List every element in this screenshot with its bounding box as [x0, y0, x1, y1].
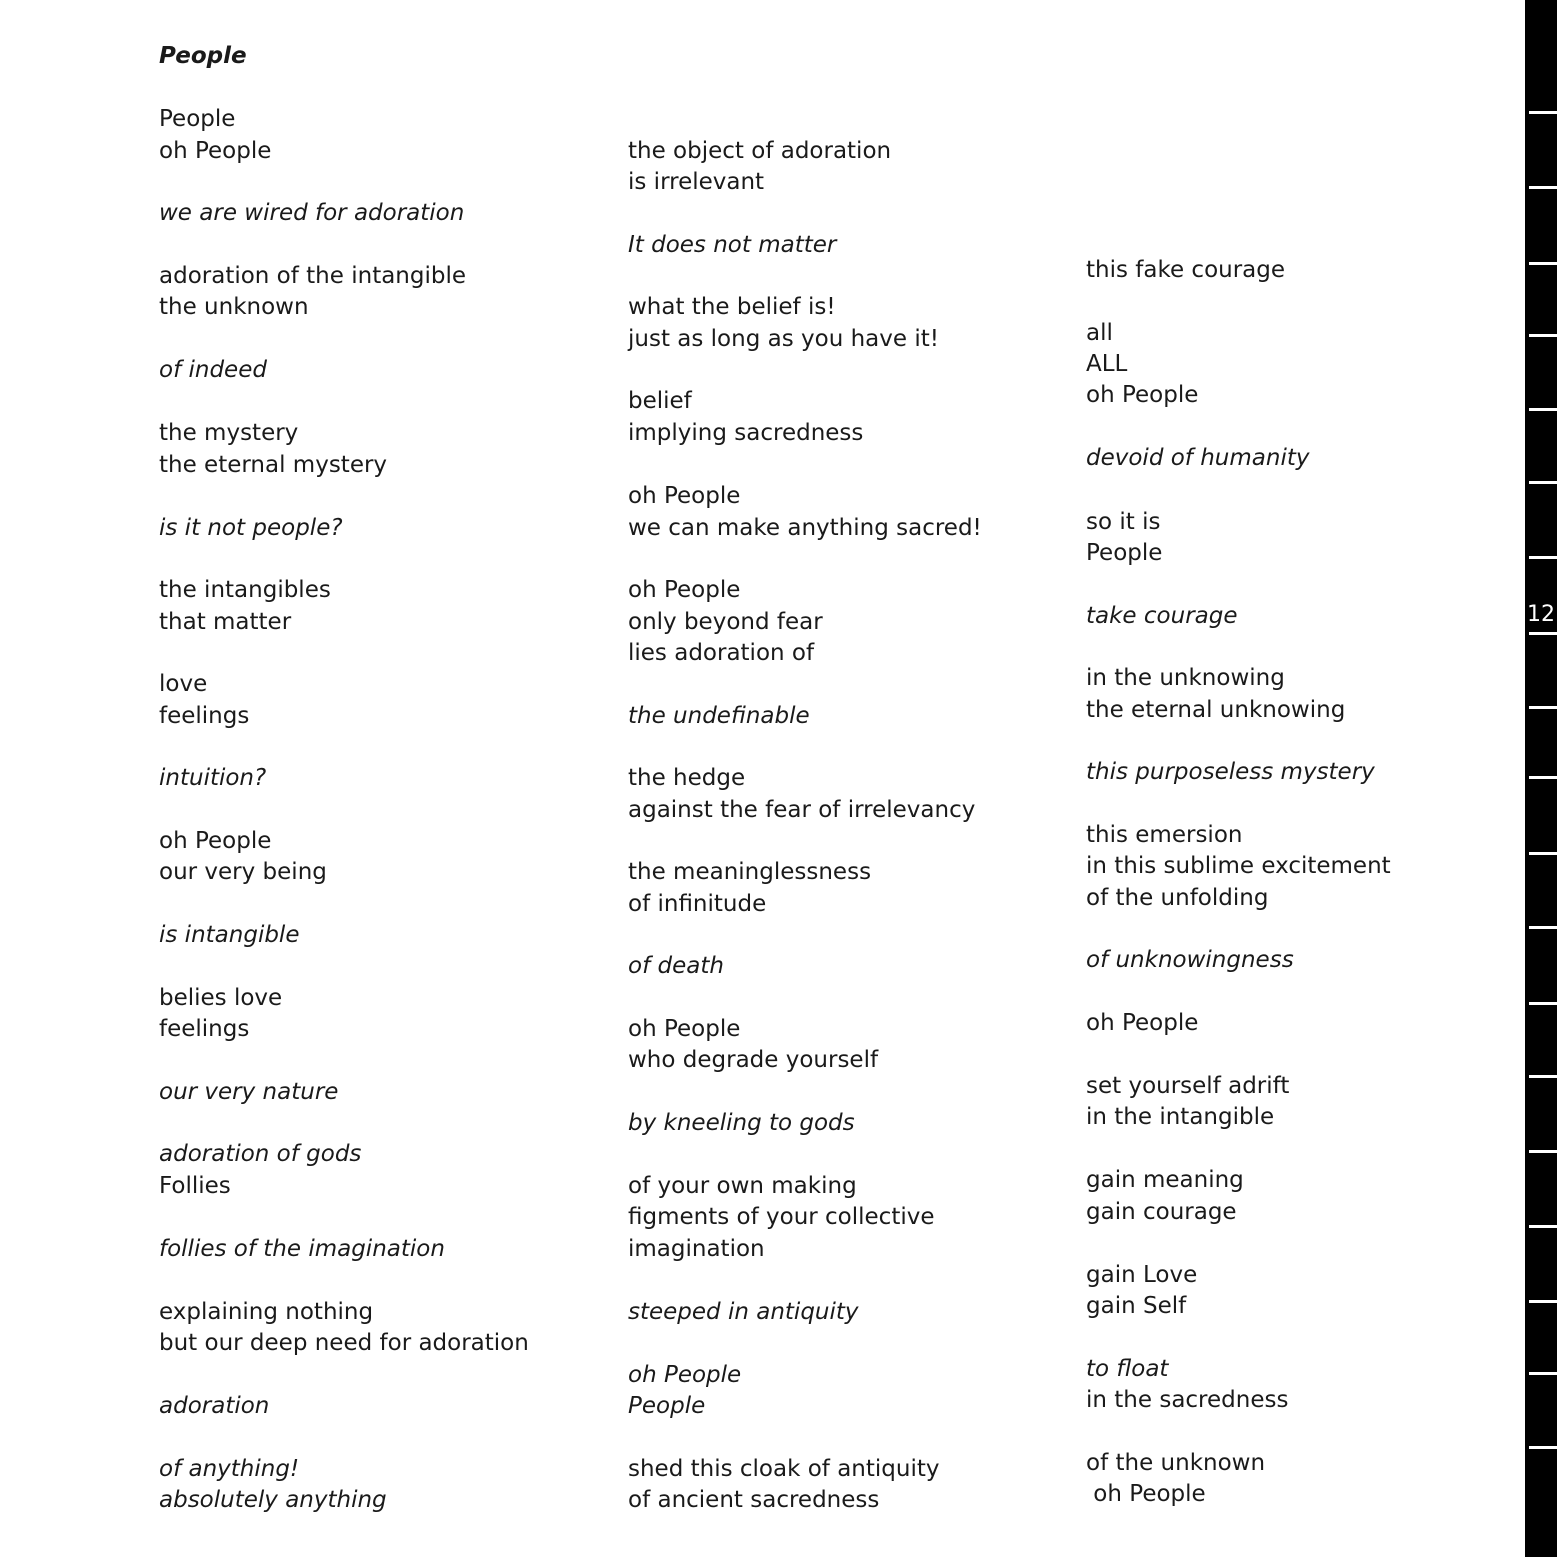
poem-line: belief — [628, 388, 692, 414]
poem-line: against the fear of irrelevancy — [628, 797, 976, 823]
poem-line: all — [1086, 320, 1113, 346]
poem-line: our very being — [159, 859, 327, 885]
poem-line: just as long as you have it! — [628, 326, 939, 352]
page-number: 12 — [1527, 602, 1555, 627]
poem-line: set yourself adrift — [1086, 1073, 1290, 1099]
poem-line: but our deep need for adoration — [159, 1330, 529, 1356]
poem-line: our very nature — [159, 1079, 339, 1105]
poem-line: of indeed — [159, 357, 267, 383]
poem-line: Follies — [159, 1173, 231, 1199]
poem-line: who degrade yourself — [628, 1047, 879, 1073]
poem-line: People — [159, 106, 236, 132]
poem-line: absolutely anything — [159, 1487, 387, 1513]
poem-line: is irrelevant — [628, 169, 765, 195]
poem-line: of infinitude — [628, 891, 767, 917]
poem-line: only beyond fear — [628, 609, 823, 635]
edge-tick — [1529, 706, 1557, 709]
poem-line: so it is — [1086, 509, 1161, 535]
poem-line: the eternal mystery — [159, 452, 388, 478]
poem-line: the meaninglessness — [628, 859, 872, 885]
poem-line: we can make anything sacred! — [628, 515, 982, 541]
poem-line: oh People — [1086, 382, 1199, 408]
edge-tick — [1529, 481, 1557, 484]
edge-tick — [1529, 334, 1557, 337]
edge-tick — [1529, 776, 1557, 779]
edge-tick — [1529, 1446, 1557, 1449]
poem-line: in this sublime excitement — [1086, 853, 1391, 879]
poem-line: oh People — [628, 1362, 742, 1388]
poem-line: the unknown — [159, 294, 309, 320]
poem-line: It does not matter — [628, 232, 837, 258]
edge-tick — [1529, 632, 1557, 635]
poem-line: oh People — [159, 828, 272, 854]
poem-line: of the unfolding — [1086, 885, 1269, 911]
poem-line: adoration of gods — [159, 1141, 362, 1167]
poem-line: gain meaning — [1086, 1167, 1244, 1193]
poem-line: oh People — [159, 138, 272, 164]
poem-line: this fake courage — [1086, 257, 1286, 283]
edge-tick — [1529, 1300, 1557, 1303]
edge-tick — [1529, 1075, 1557, 1078]
poem-line: love — [159, 671, 208, 697]
poem-line: the eternal unknowing — [1086, 697, 1346, 723]
poem-line: implying sacredness — [628, 420, 864, 446]
edge-tick — [1529, 1002, 1557, 1005]
edge-tick — [1529, 852, 1557, 855]
edge-tick — [1529, 926, 1557, 929]
edge-tick — [1529, 556, 1557, 559]
poem-line: ALL — [1086, 351, 1128, 377]
poem-line: take courage — [1086, 603, 1238, 629]
edge-tick — [1529, 111, 1557, 114]
edge-tick — [1529, 408, 1557, 411]
poem-line: shed this cloak of antiquity — [628, 1456, 940, 1482]
poem-line: figments of your collective — [628, 1204, 935, 1230]
poem-line: the undefinable — [628, 703, 810, 729]
poem-line: adoration of the intangible — [159, 263, 467, 289]
poem-line: this purposeless mystery — [1086, 759, 1375, 785]
poem-line: oh People — [628, 577, 741, 603]
poem-line: People — [1086, 540, 1163, 566]
poem-line: in the intangible — [1086, 1104, 1275, 1130]
poem-line: the object of adoration — [628, 138, 892, 164]
poem-line: of anything! — [159, 1456, 300, 1482]
poem-line: intuition? — [159, 765, 267, 791]
poem-line: to float — [1086, 1356, 1169, 1382]
poem-line: what the belief is! — [628, 294, 836, 320]
poem-line: explaining nothing — [159, 1299, 374, 1325]
poem-line: that matter — [159, 609, 292, 635]
edge-tick — [1529, 186, 1557, 189]
poem-line: this emersion — [1086, 822, 1243, 848]
poem-line: of the unknown — [1086, 1450, 1266, 1476]
poem-line: oh People — [1086, 1010, 1199, 1036]
poem-line: feelings — [159, 1016, 250, 1042]
poem-line: the intangibles — [159, 577, 331, 603]
poem-line: by kneeling to gods — [628, 1110, 855, 1136]
edge-tick — [1529, 1150, 1557, 1153]
poem-line: of death — [628, 953, 724, 979]
poem-line: the hedge — [628, 765, 746, 791]
poem-line: adoration — [159, 1393, 270, 1419]
poem-line: imagination — [628, 1236, 765, 1262]
poem-line: of unknowingness — [1086, 947, 1294, 973]
edge-tick — [1529, 1372, 1557, 1375]
poem-line: of ancient sacredness — [628, 1487, 880, 1513]
poem-line: of your own making — [628, 1173, 857, 1199]
poem-line: the mystery — [159, 420, 299, 446]
edge-tick — [1529, 1225, 1557, 1228]
poem-line: oh People — [628, 1016, 741, 1042]
poem-title: People — [159, 43, 247, 69]
poem-line: we are wired for adoration — [159, 200, 465, 226]
poem-line: devoid of humanity — [1086, 445, 1310, 471]
poem-line: is it not people? — [159, 515, 343, 541]
poem-line: steeped in antiquity — [628, 1299, 859, 1325]
poem-line: follies of the imagination — [159, 1236, 445, 1262]
poem-line: in the sacredness — [1086, 1387, 1289, 1413]
poem-line: is intangible — [159, 922, 300, 948]
edge-tick — [1529, 262, 1557, 265]
poem-line: belies love — [159, 985, 283, 1011]
poem-line: gain courage — [1086, 1199, 1237, 1225]
poem-line: gain Self — [1086, 1293, 1187, 1319]
poem-line: oh People — [628, 483, 741, 509]
poem-line: feelings — [159, 703, 250, 729]
poem-line: gain Love — [1086, 1262, 1198, 1288]
poem-line: lies adoration of — [628, 640, 815, 666]
poem-line: oh People — [1086, 1481, 1206, 1507]
poem-line: People — [628, 1393, 706, 1419]
poem-line: in the unknowing — [1086, 665, 1285, 691]
